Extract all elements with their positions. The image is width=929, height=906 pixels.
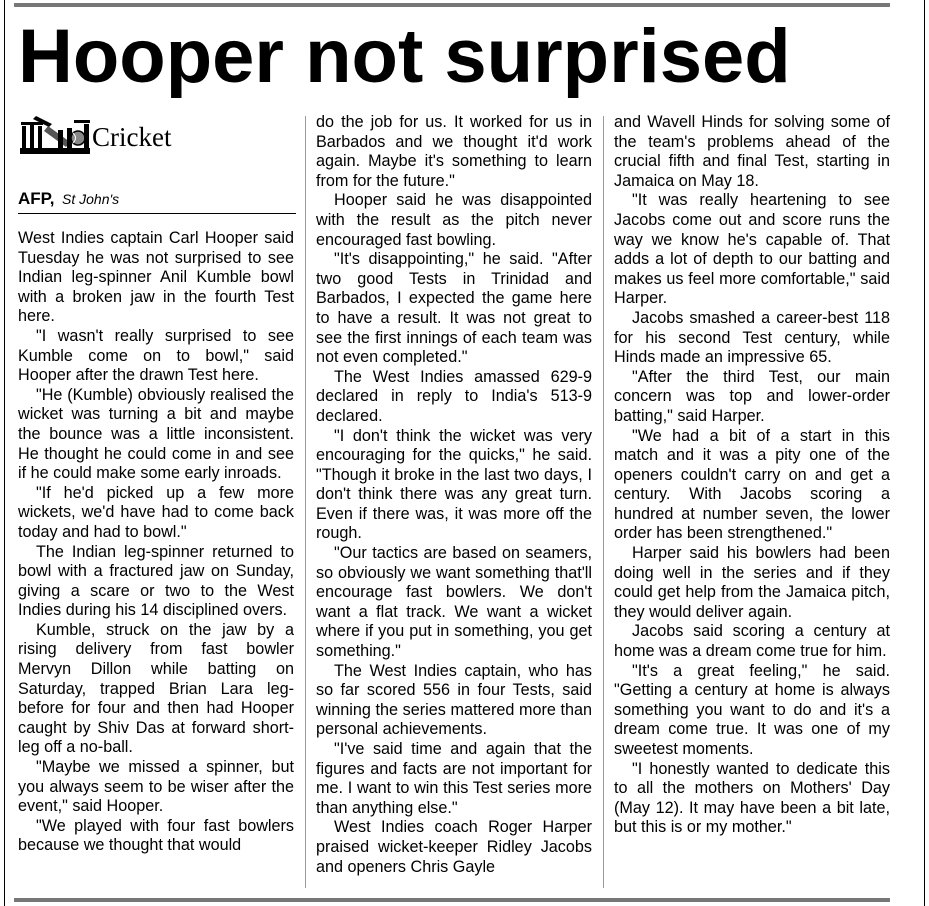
paragraph: "Maybe we missed a spinner, but you always seem to be wiser after the event," said Hooper. — [18, 758, 294, 816]
paragraph: The Indian leg-spinner returned to bowl with a fractured jaw on Sunday, giving a scare or two to the West Indies during his 14 disciplined overs. — [18, 542, 294, 620]
paragraph: West Indies captain Carl Hooper said Tuesday he was not surprised to see Indian leg-spinner Anil Kumble bowl with a broken jaw in the fourth Test here. — [18, 229, 294, 326]
paragraph: "Our tactics are based on seamers, so obviously we want something that'll encourage fast bowlers. We don't want a flat track. We want a wicket where if you put in something, you get something." — [316, 544, 592, 661]
paragraph: "I don't think the wicket was very encouraging for the quicks," he said. "Though it broke in the last two days, I don't think there was any great turn. Even if there was, it was more off the rough. — [316, 426, 592, 543]
bottom-rule — [14, 898, 890, 902]
paragraph: Jacobs said scoring a century at home was a dream come true for him. — [614, 622, 890, 661]
byline-agency: AFP, — [18, 189, 55, 208]
article-column-3 — [614, 113, 890, 838]
paragraph: "We played with four fast bowlers because we thought that would — [18, 816, 294, 855]
paragraph: and Wavell Hinds for solving some of the team's problems ahead of the crucial fifth and final Test, starting in Jamaica on May 18. — [614, 113, 890, 190]
paragraph: Jacobs smashed a career-best 118 for his second Test century, while Hinds made an impressive 65. — [614, 308, 890, 367]
byline — [18, 188, 119, 211]
article-column-1 — [18, 229, 294, 856]
paragraph: "I wasn't really surprised to see Kumble come on to bowl," said Hooper after the drawn Test here. — [18, 326, 294, 385]
paragraph: do the job for us. It worked for us in Barbados and we thought it'd work again. Maybe it's something to learn from for the future." — [316, 113, 592, 190]
paragraph: "He (Kumble) obviously realised the wicket was turning a bit and maybe the bounce was a little inconsistent. He thought he could come in and see if he could make some early inroads. — [18, 385, 294, 483]
paragraph: "I honestly wanted to dedicate this to all the mothers on Mothers' Day (May 12). It may have been a bit late, but this is or my mother." — [614, 759, 890, 837]
paragraph: "If he'd picked up a few more wickets, we'd have had to come back today and had to bowl." — [18, 483, 294, 541]
paragraph: "After the third Test, our main concern was top and lower-order batting," said Harper. — [614, 367, 890, 425]
section-label: Cricket — [92, 122, 172, 152]
paragraph: "I've said time and again that the figures and facts are not important for me. I want to win this Test series more than anything else." — [316, 740, 592, 817]
paragraph: The West Indies amassed 629-9 declared in reply to India's 513-9 declared. — [316, 367, 592, 425]
column-separator — [305, 116, 306, 888]
paragraph: Hooper said he was disappointed with the result as the pitch never encouraged fast bowling. — [316, 191, 592, 249]
cricket-bat-ball-stumps-icon — [18, 114, 94, 156]
paragraph: Kumble, struck on the jaw by a rising delivery from fast bowler Mervyn Dillon while batting on Saturday, trapped Brian Lara leg-before for four and then had Hooper caught by Shiv Das at forward short-leg off a no-ball. — [18, 620, 294, 757]
paragraph: West Indies coach Roger Harper praised wicket-keeper Ridley Jacobs and openers Chris Gayle — [316, 818, 592, 876]
byline-place: St John's — [62, 191, 120, 207]
paragraph: Harper said his bowlers had been doing well in the series and if they could get help from the Jamaica pitch, they would deliver again. — [614, 544, 890, 621]
paragraph: "We had a bit of a start in this match and it was a pity one of the openers couldn't carry on and get a century. With Jacobs scoring a hundred at number seven, the lower order has been strengthened." — [614, 426, 890, 543]
section-header — [18, 114, 298, 158]
paragraph: The West Indies captain, who has so far scored 556 in four Tests, said winning the series mattered more than personal achievements. — [316, 661, 592, 739]
paragraph: "It's a great feeling," he said. "Getting a century at home is always something you want to do and it's a dream come true. It was one of my sweetest moments. — [614, 661, 890, 758]
paragraph: "It was really heartening to see Jacobs come out and score runs the way we know he's capable of. That adds a lot of depth to our batting and makes us feel more comfortable," said Harper. — [614, 191, 890, 308]
headline: Hooper not surprised — [18, 14, 791, 99]
column-separator — [603, 116, 604, 888]
byline-rule — [18, 213, 296, 214]
paragraph: "It's disappointing," he said. "After two good Tests in Trinidad and Barbados, I expected the game here to have a result. It was not great to see the first innings of each team was not even completed." — [316, 250, 592, 367]
article-column-2 — [316, 113, 592, 877]
top-rule — [14, 3, 890, 7]
